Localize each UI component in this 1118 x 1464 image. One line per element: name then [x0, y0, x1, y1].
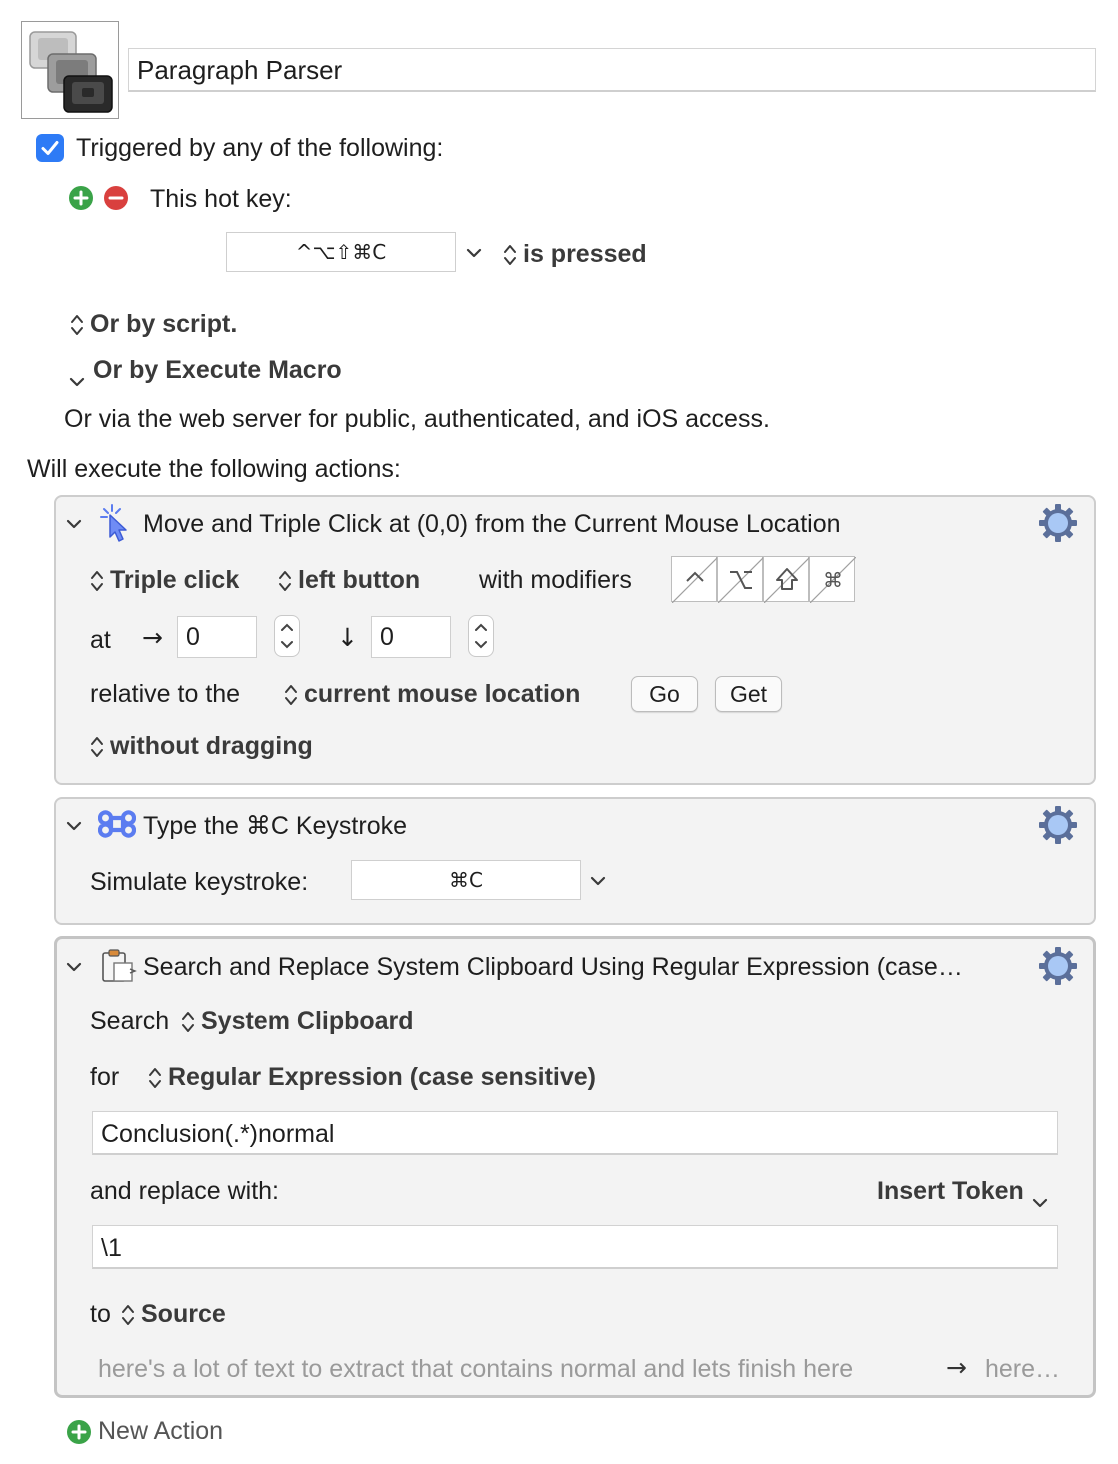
for-label: for: [90, 1063, 120, 1091]
chevron-down-icon: [69, 365, 85, 377]
mouse-button-popup[interactable]: [278, 565, 420, 595]
drag-mode-label: without dragging: [110, 732, 313, 760]
search-pattern-input[interactable]: Conclusion(.*)normal: [92, 1111, 1058, 1155]
relative-to-value: current mouse location: [304, 680, 581, 708]
chevron-down-icon: [590, 875, 606, 887]
y-coordinate-input[interactable]: 0: [371, 616, 451, 658]
search-replace-action-title: Search and Replace System Clipboard Using Regular Expression (case…: [143, 953, 963, 981]
web-server-text: Or via the web server for public, authenticated, and iOS access.: [64, 405, 770, 433]
macro-icon[interactable]: [21, 21, 119, 119]
hotkey-field[interactable]: ^⌥⇧⌘C: [226, 232, 456, 272]
to-label: to: [90, 1300, 111, 1328]
updown-chevron-icon: [148, 1065, 162, 1091]
by-script-label: Or by script.: [90, 310, 238, 338]
by-execute-macro-disclosure[interactable]: [69, 355, 342, 385]
hotkey-state-label: is pressed: [523, 240, 647, 268]
y-stepper[interactable]: [468, 615, 494, 657]
search-label: Search: [90, 1007, 170, 1035]
go-button[interactable]: Go: [631, 676, 698, 712]
actions-heading: Will execute the following actions:: [27, 455, 401, 483]
x-stepper[interactable]: [274, 615, 300, 657]
destination-label: Source: [141, 1300, 226, 1328]
search-replace-action[interactable]: [54, 936, 1096, 1398]
command-modifier-toggle[interactable]: [809, 556, 855, 602]
new-action-button[interactable]: New Action: [98, 1417, 224, 1445]
preview-result-text: here…: [985, 1355, 1061, 1383]
click-type-popup[interactable]: [90, 565, 239, 595]
gear-icon[interactable]: [1038, 805, 1078, 845]
relative-to-popup[interactable]: [284, 679, 580, 709]
collapse-chevron[interactable]: [66, 960, 82, 978]
with-modifiers-label: with modifiers: [479, 566, 632, 594]
preview-source-text: here's a lot of text to extract that contains normal and lets finish here: [98, 1355, 854, 1383]
insert-token-label: Insert Token: [877, 1177, 1024, 1205]
gear-icon[interactable]: [1038, 946, 1078, 986]
option-modifier-toggle[interactable]: [717, 556, 763, 602]
add-trigger-button[interactable]: [69, 186, 93, 210]
replace-label: and replace with:: [90, 1177, 280, 1205]
down-arrow-icon: ↓: [337, 623, 358, 652]
simulate-keystroke-label: Simulate keystroke:: [90, 868, 309, 896]
relative-label: relative to the: [90, 680, 241, 708]
right-arrow-icon: →: [142, 623, 163, 652]
search-mode-label: Regular Expression (case sensitive): [168, 1063, 596, 1091]
keystroke-field[interactable]: ⌘C: [351, 860, 581, 900]
remove-trigger-button[interactable]: [104, 186, 128, 210]
collapse-chevron[interactable]: [66, 819, 82, 837]
click-action-title: Move and Triple Click at (0,0) from the Current Mouse Location: [143, 510, 841, 538]
new-action-plus-icon[interactable]: [67, 1420, 91, 1444]
shift-modifier-toggle[interactable]: [763, 556, 809, 602]
updown-chevron-icon: [503, 242, 517, 268]
chevron-down-icon: [66, 820, 82, 832]
plus-icon: [69, 186, 93, 210]
updown-chevron-icon: [90, 568, 104, 594]
mouse-click-icon: [98, 503, 130, 548]
search-mode-popup[interactable]: [148, 1062, 596, 1092]
chevron-down-icon: [1032, 1186, 1048, 1198]
updown-chevron-icon: [284, 682, 298, 708]
macro-name-field[interactable]: Paragraph Parser: [128, 48, 1096, 92]
chevron-down-icon: [66, 961, 82, 973]
replace-value-input[interactable]: \1: [92, 1225, 1058, 1269]
trigger-label: Triggered by any of the following:: [76, 134, 444, 162]
minus-icon: [104, 186, 128, 210]
click-action[interactable]: [54, 495, 1096, 785]
mouse-button-label: left button: [298, 566, 421, 594]
keystroke-action-title: Type the ⌘C Keystroke: [143, 812, 408, 840]
chevron-down-icon: [466, 247, 482, 259]
search-target-label: System Clipboard: [201, 1007, 414, 1035]
hotkey-state-popup[interactable]: [503, 239, 647, 269]
by-execute-macro-label: Or by Execute Macro: [93, 356, 342, 384]
updown-chevron-icon: [278, 568, 292, 594]
updown-chevron-icon: [181, 1009, 195, 1035]
insert-token-menu[interactable]: [877, 1176, 1048, 1206]
clipboard-icon: [99, 947, 137, 990]
updown-chevron-icon: [70, 312, 84, 338]
hotkey-label: This hot key:: [150, 185, 292, 213]
search-target-popup[interactable]: [181, 1006, 414, 1036]
at-label: at: [90, 626, 111, 654]
gear-icon[interactable]: [1038, 503, 1078, 543]
checkmark-icon: [36, 134, 64, 162]
hotkey-menu-chevron[interactable]: [466, 246, 482, 264]
chevron-down-icon: [66, 518, 82, 530]
updown-chevron-icon: [90, 734, 104, 760]
get-button[interactable]: Get: [715, 676, 782, 712]
control-modifier-toggle[interactable]: [671, 556, 717, 602]
preview-arrow-icon: →: [946, 1353, 967, 1382]
drag-mode-popup[interactable]: [90, 731, 313, 761]
trigger-checkbox[interactable]: [36, 134, 64, 162]
keystroke-menu-chevron[interactable]: [590, 874, 606, 892]
keystroke-action[interactable]: [54, 797, 1096, 925]
by-script-popup[interactable]: [70, 309, 237, 339]
x-coordinate-input[interactable]: 0: [177, 616, 257, 658]
command-key-icon: [98, 805, 136, 848]
svg-text:⌘: ⌘: [823, 568, 843, 592]
macro-stack-icon: [22, 22, 118, 118]
updown-chevron-icon: [121, 1302, 135, 1328]
collapse-chevron[interactable]: [66, 517, 82, 535]
destination-popup[interactable]: [121, 1299, 226, 1329]
click-type-label: Triple click: [110, 566, 240, 594]
